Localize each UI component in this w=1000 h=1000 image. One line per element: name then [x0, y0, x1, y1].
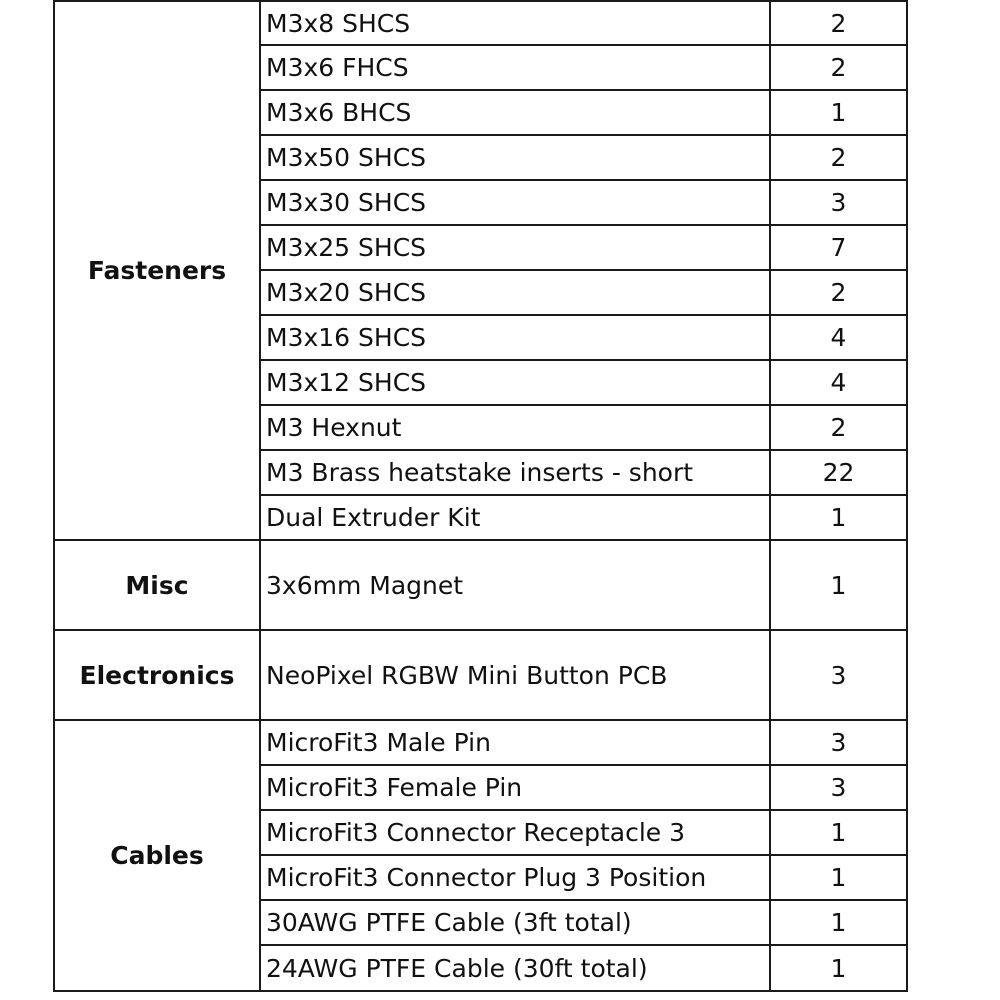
- item-qty: 1: [770, 810, 907, 855]
- item-name: 24AWG PTFE Cable (30ft total): [260, 945, 770, 991]
- item-qty: 2: [770, 45, 907, 90]
- item-name: 3x6mm Magnet: [260, 540, 770, 630]
- item-qty: 1: [770, 855, 907, 900]
- item-name: M3x30 SHCS: [260, 180, 770, 225]
- item-qty: 3: [770, 720, 907, 765]
- item-name: MicroFit3 Female Pin: [260, 765, 770, 810]
- item-name: Dual Extruder Kit: [260, 495, 770, 540]
- item-name: M3x20 SHCS: [260, 270, 770, 315]
- table-row: [54, 540, 907, 630]
- item-qty: 3: [770, 630, 907, 720]
- item-qty: 22: [770, 450, 907, 495]
- item-qty: 3: [770, 765, 907, 810]
- item-name: MicroFit3 Male Pin: [260, 720, 770, 765]
- item-qty: 2: [770, 1, 907, 45]
- category-electronics: Electronics: [54, 630, 260, 720]
- category-fasteners: Fasteners: [54, 1, 260, 540]
- item-name: M3x6 BHCS: [260, 90, 770, 135]
- item-name: M3x16 SHCS: [260, 315, 770, 360]
- item-qty: 1: [770, 945, 907, 991]
- item-name: NeoPixel RGBW Mini Button PCB: [260, 630, 770, 720]
- item-qty: 2: [770, 270, 907, 315]
- item-name: M3 Hexnut: [260, 405, 770, 450]
- item-qty: 7: [770, 225, 907, 270]
- item-qty: 4: [770, 315, 907, 360]
- item-name: 30AWG PTFE Cable (3ft total): [260, 900, 770, 945]
- item-name: M3 Brass heatstake inserts - short: [260, 450, 770, 495]
- table-row: [54, 720, 907, 765]
- item-qty: 1: [770, 900, 907, 945]
- category-misc: Misc: [54, 540, 260, 630]
- item-name: MicroFit3 Connector Receptacle 3: [260, 810, 770, 855]
- table-row: [54, 630, 907, 720]
- item-qty: 2: [770, 405, 907, 450]
- item-name: M3x12 SHCS: [260, 360, 770, 405]
- category-cables: Cables: [54, 720, 260, 991]
- item-name: M3x50 SHCS: [260, 135, 770, 180]
- item-name: M3x25 SHCS: [260, 225, 770, 270]
- bill-of-materials-table: [53, 0, 908, 992]
- item-qty: 4: [770, 360, 907, 405]
- item-qty: 1: [770, 540, 907, 630]
- item-qty: 1: [770, 90, 907, 135]
- item-qty: 1: [770, 495, 907, 540]
- item-qty: 2: [770, 135, 907, 180]
- item-name: M3x6 FHCS: [260, 45, 770, 90]
- item-qty: 3: [770, 180, 907, 225]
- table-row: [54, 1, 907, 45]
- item-name: M3x8 SHCS: [260, 1, 770, 45]
- item-name: MicroFit3 Connector Plug 3 Position: [260, 855, 770, 900]
